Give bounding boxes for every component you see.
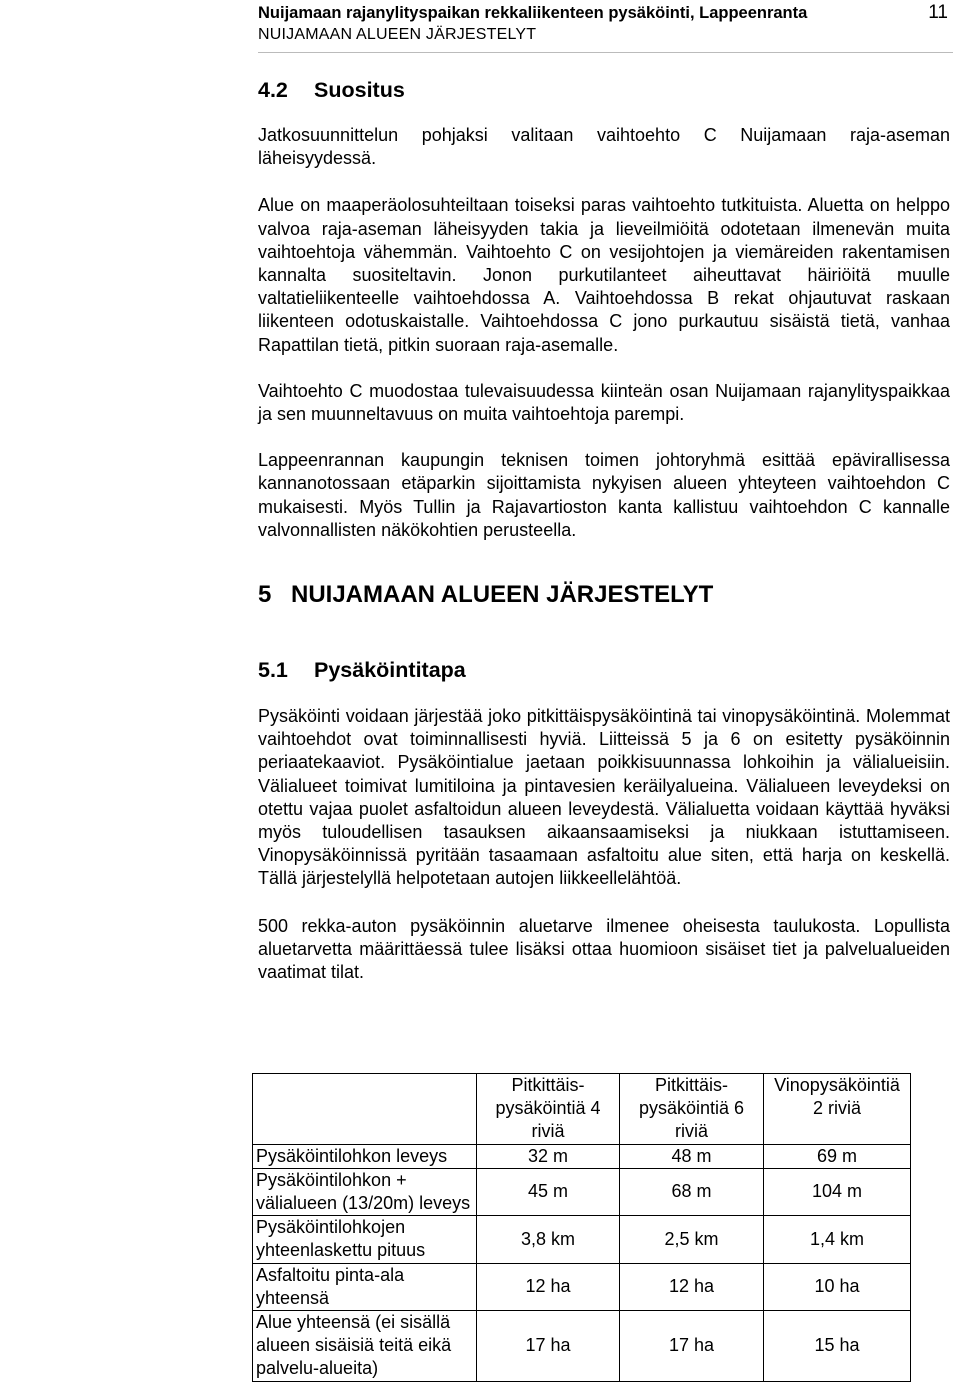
- row-label: Pysäköintilohkojen yhteenlaskettu pituus: [253, 1216, 477, 1263]
- table-row: [253, 1263, 911, 1310]
- section-number: 5.1: [258, 658, 288, 683]
- table-header-cell: Pitkittäis-pysäköintiä 6 riviä: [620, 1074, 764, 1145]
- paragraph: 500 rekka-auton pysäköinnin aluetarve ilmenee oheisesta taulukosta. Lopullista aluetarvetta määrittäessä tulee lisäksi ottaa huomioon sisäiset tiet ja palvelualueiden vaatimat tilat.: [258, 915, 950, 983]
- table-header-cell: [253, 1074, 477, 1145]
- table-cell: 45 m: [477, 1168, 620, 1215]
- table-cell: 68 m: [620, 1168, 764, 1215]
- table-header-cell: Pitkittäis-pysäköintiä 4 riviä: [477, 1074, 620, 1145]
- table-header-cell: Vinopysäköintiä 2 riviä: [764, 1074, 911, 1145]
- table-cell: 12 ha: [477, 1263, 620, 1310]
- table-cell: 17 ha: [620, 1311, 764, 1382]
- paragraph: Alue on maaperäolosuhteiltaan toiseksi paras vaihtoehto tutkituista. Aluetta on helppo valvoa raja-aseman läheisyyden takia ja lieveilmiöitä odotetaan ilmenevän muita vaihtoehtoja vähemmän. Vaihtoehto C on vesijohtojen ja viemäreiden rakentamisen kannalta suositeltavin. Jonon purkutilanteet aiheuttavat häiriöitä muulle valtatieliikenteelle vaihtoehdossa A. Vaihtoehdossa B rekat ohjautuvat raskaan liikenteen odotuskaistalle. Vaihtoehdossa C jono purkautuu sisäistä tietä, vanhaa Rapattilan tietä, pitkin suoraan raja-asemalle.: [258, 195, 950, 355]
- page-body: [258, 75, 950, 984]
- row-label: Pysäköintilohkon leveys: [253, 1144, 477, 1168]
- page-header: [258, 2, 953, 46]
- table-cell: 104 m: [764, 1168, 911, 1215]
- section-title: Pysäköintitapa: [314, 658, 466, 683]
- document-title: Nuijamaan rajanylityspaikan rekkaliikenteen pysäköinti, Lappeenranta: [258, 4, 808, 22]
- chapter-running-head: NUIJAMAAN ALUEEN JÄRJESTELYT: [258, 26, 537, 43]
- table-cell: 10 ha: [764, 1263, 911, 1310]
- table-cell: 2,5 km: [620, 1216, 764, 1263]
- chapter-title: NUIJAMAAN ALUEEN JÄRJESTELYT: [291, 581, 714, 609]
- table-row: [253, 1168, 911, 1215]
- table-cell: 15 ha: [764, 1311, 911, 1382]
- parking-area-table: [252, 1073, 911, 1382]
- section-heading-4-2: [258, 75, 950, 105]
- chapter-number: 5: [258, 581, 272, 609]
- table-row: [253, 1311, 911, 1382]
- table-cell: 48 m: [620, 1144, 764, 1168]
- section-heading-5-1: [258, 655, 950, 685]
- paragraph: Jatkosuunnittelun pohjaksi valitaan vaihtoehto C Nuijamaan raja-aseman läheisyydessä.: [258, 125, 950, 169]
- row-label: Alue yhteensä (ei sisällä alueen sisäisiä teitä eikä palvelu-alueita): [253, 1311, 477, 1382]
- table-cell: 12 ha: [620, 1263, 764, 1310]
- table-cell: 3,8 km: [477, 1216, 620, 1263]
- section-number: 4.2: [258, 78, 288, 102]
- table-header-row: [253, 1074, 911, 1145]
- paragraph: Vaihtoehto C muodostaa tulevaisuudessa kiinteän osan Nuijamaan rajanylityspaikkaa ja sen muunneltavuus on muita vaihtoehtoja parempi.: [258, 380, 950, 425]
- row-label: Asfaltoitu pinta-ala yhteensä: [253, 1263, 477, 1310]
- table-cell: 1,4 km: [764, 1216, 911, 1263]
- page-number: 11: [928, 2, 948, 23]
- paragraph: Lappeenrannan kaupungin teknisen toimen johtoryhmä esittää epävirallisessa kannanotossaan etäparkin sijoittamista nykyisen alueen yhteyteen vaihtoehdon C mukaisesti. Myös Tullin ja Rajavartioston kanta kallistuu vaihtoehdon C kannalle valvonnallisten näkökohtien perusteella.: [258, 450, 950, 540]
- table-row: [253, 1216, 911, 1263]
- section-title: Suositus: [314, 78, 405, 102]
- chapter-heading-5: [258, 579, 950, 611]
- table-cell: 32 m: [477, 1144, 620, 1168]
- header-divider: [258, 52, 953, 53]
- table-cell: 17 ha: [477, 1311, 620, 1382]
- table-row: [253, 1144, 911, 1168]
- row-label: Pysäköintilohkon + välialueen (13/20m) leveys: [253, 1168, 477, 1215]
- table-cell: 69 m: [764, 1144, 911, 1168]
- paragraph: Pysäköinti voidaan järjestää joko pitkittäispysäköintinä tai vinopysäköintinä. Molemmat vaihtoehdot ovat toiminnallisesti hyviä. Liitteissä 5 ja 6 on esitetty pysäköinnin periaatekaaviot. Pysäköintialue jaetaan poikkisuunnassa lohkoihin ja välialueisiin. Välialueet toimivat lumitiloina ja pintavesien keräilyalueina. Välialueen leveydeksi on otettu vajaa puolet asfaltoidun alueen leveydestä. Välialuetta voidaan käyttää hyväksi myös tuloudellisen tasauksen aikaansaamiseksi ja niukkaan istuttamiseen. Vinopysäköinnissä pyritään tasaamaan asfaltoitu alue siten, että harja on keskellä. Tällä järjestelyllä helpotetaan autojen liikkeellelähtöä.: [258, 706, 950, 889]
